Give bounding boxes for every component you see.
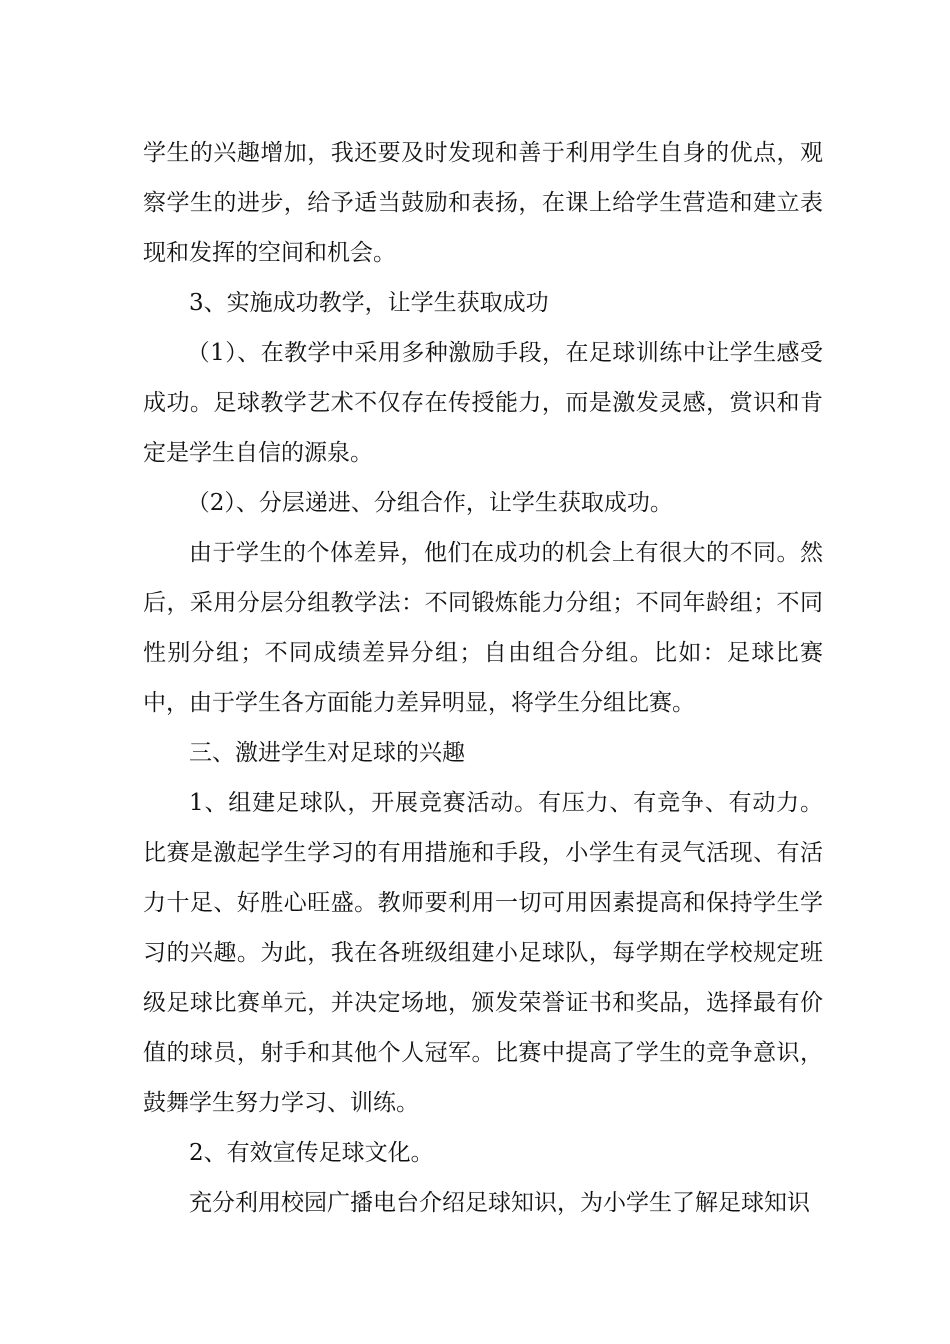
paragraph-layered-grouping: （2）、分层递进、分组合作，让学生获取成功。 [186,490,673,516]
paragraph-football-team: 1、组建足球队，开展竞赛活动。有压力、有竞争、有动力。比赛是激起学生学习的有用措施和手段，小学生有灵气活现、有活力十足、好胜心旺盛。教师要利用一切可用因素提高和保持学生学习的兴趣。为此，我在各班级组建小足球队，每学期在学校规定班级足球比赛单元，并决定场地，颁发荣誉证书和奖品，选择最有价值的球员，射手和其他个人冠军。比赛中提高了学生的竞争意识，鼓舞学生努力学习、训练。 [143,790,823,1116]
paragraph-interest-continuation: 学生的兴趣增加，我还要及时发现和善于利用学生自身的优点，观察学生的进步，给予适当鼓励和表扬，在课上给学生营造和建立表现和发挥的空间和机会。 [143,140,823,266]
paragraph-incentive-methods: （1）、在教学中采用多种激励手段，在足球训练中让学生感受成功。足球教学艺术不仅存在传授能力，而是激发灵感，赏识和肯定是学生自信的源泉。 [143,340,823,466]
paragraph-individual-differences: 由于学生的个体差异，他们在成功的机会上有很大的不同。然后，采用分层分组教学法：不同锻炼能力分组；不同年龄组；不同性别分组；不同成绩差异分组；自由组合分组。比如：足球比赛中，由于学生各方面能力差异明显，将学生分组比赛。 [143,540,823,716]
body-text [143,128,823,1228]
heading-football-culture: 2、有效宣传足球文化。 [189,1140,434,1166]
heading-section-three: 三、激进学生对足球的兴趣 [189,740,465,766]
paragraph-campus-radio: 充分利用校园广播电台介绍足球知识，为小学生了解足球知识 [189,1190,810,1216]
heading-success-teaching: 3、实施成功教学，让学生获取成功 [189,290,549,316]
